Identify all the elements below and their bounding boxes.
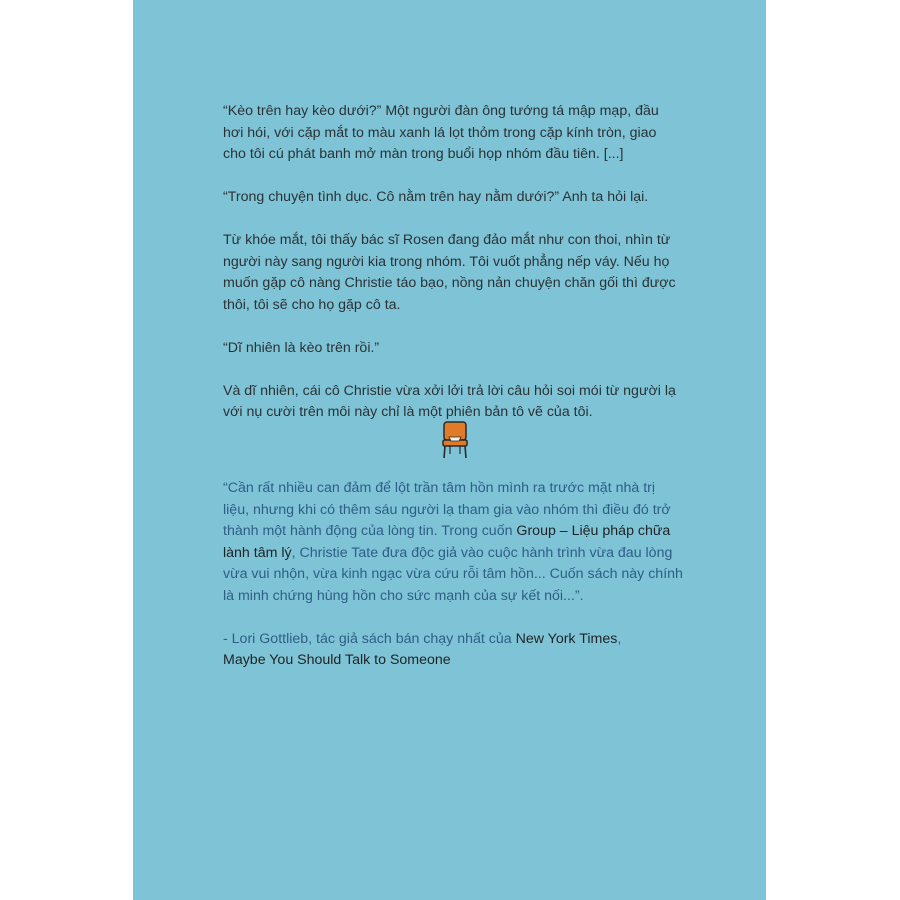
excerpt-paragraph: “Trong chuyện tình dục. Cô nằm trên hay nằm dưới?” Anh ta hỏi lại.	[223, 189, 649, 205]
quote-text: , Christie Tate đưa độc giả vào cuộc hành trình vừa đau lòng vừa vui nhộn, vừa kinh ngạc vừa cứu rỗi tâm hồn... Cuốn sách này chính là minh chứng hùng hồn cho sức mạnh của sự kết nối...”.	[223, 544, 683, 604]
excerpt-paragraph: Và dĩ nhiên, cái cô Christie vừa xởi lởi trả lời câu hỏi soi mói từ người lạ với nụ cười trên môi này chỉ là một phiên bản tô vẽ của tôi.	[223, 382, 676, 420]
publication-name: New York Times	[515, 630, 618, 647]
quote-text: “Cần rất nhiều can đảm để lột trần tâm hồn mình ra trước mặt nhà trị liệu, nhưng khi có thêm sáu người lạ tham gia vào nhóm thì điều đó trở thành một hành động của lòng tin. Trong cuốn	[223, 480, 671, 539]
endorsement-blurb	[223, 478, 683, 693]
chair-icon	[441, 420, 469, 460]
excerpt-paragraph: “Dĩ nhiên là kèo trên rồi.”	[223, 339, 380, 356]
attribution-text: - Lori Gottlieb, tác giả sách bán chạy nhất của	[223, 630, 516, 647]
attribution-book-title: Maybe You Should Talk to Someone	[223, 652, 451, 668]
excerpt-paragraph: Từ khóe mắt, tôi thấy bác sĩ Rosen đang đảo mắt như con thoi, nhìn từ người này sang người kia trong nhóm. Tôi vuốt phẳng nếp váy. Nếu họ muốn gặp cô nàng Christie táo bạo, nồng nản chuyện chăn gối thì được thôi, tôi sẽ cho họ gặp cô ta.	[223, 232, 676, 313]
attribution-comma: ,	[617, 630, 622, 647]
excerpt-paragraph: “Kèo trên hay kèo dưới?” Một người đàn ông tướng tá mập mạp, đầu hơi hói, với cặp mắt to màu xanh lá lọt thỏm trong cặp kính tròn, giao cho tôi cú phát banh mở màn trong buổi họp nhóm đầu tiên. [...]	[223, 103, 659, 162]
book-title: Group – Liệu pháp chữa lành tâm lý	[223, 523, 671, 561]
back-cover	[133, 0, 766, 900]
endorsement-attribution	[223, 629, 683, 672]
book-excerpt	[223, 101, 683, 445]
endorsement-quote	[223, 478, 683, 607]
